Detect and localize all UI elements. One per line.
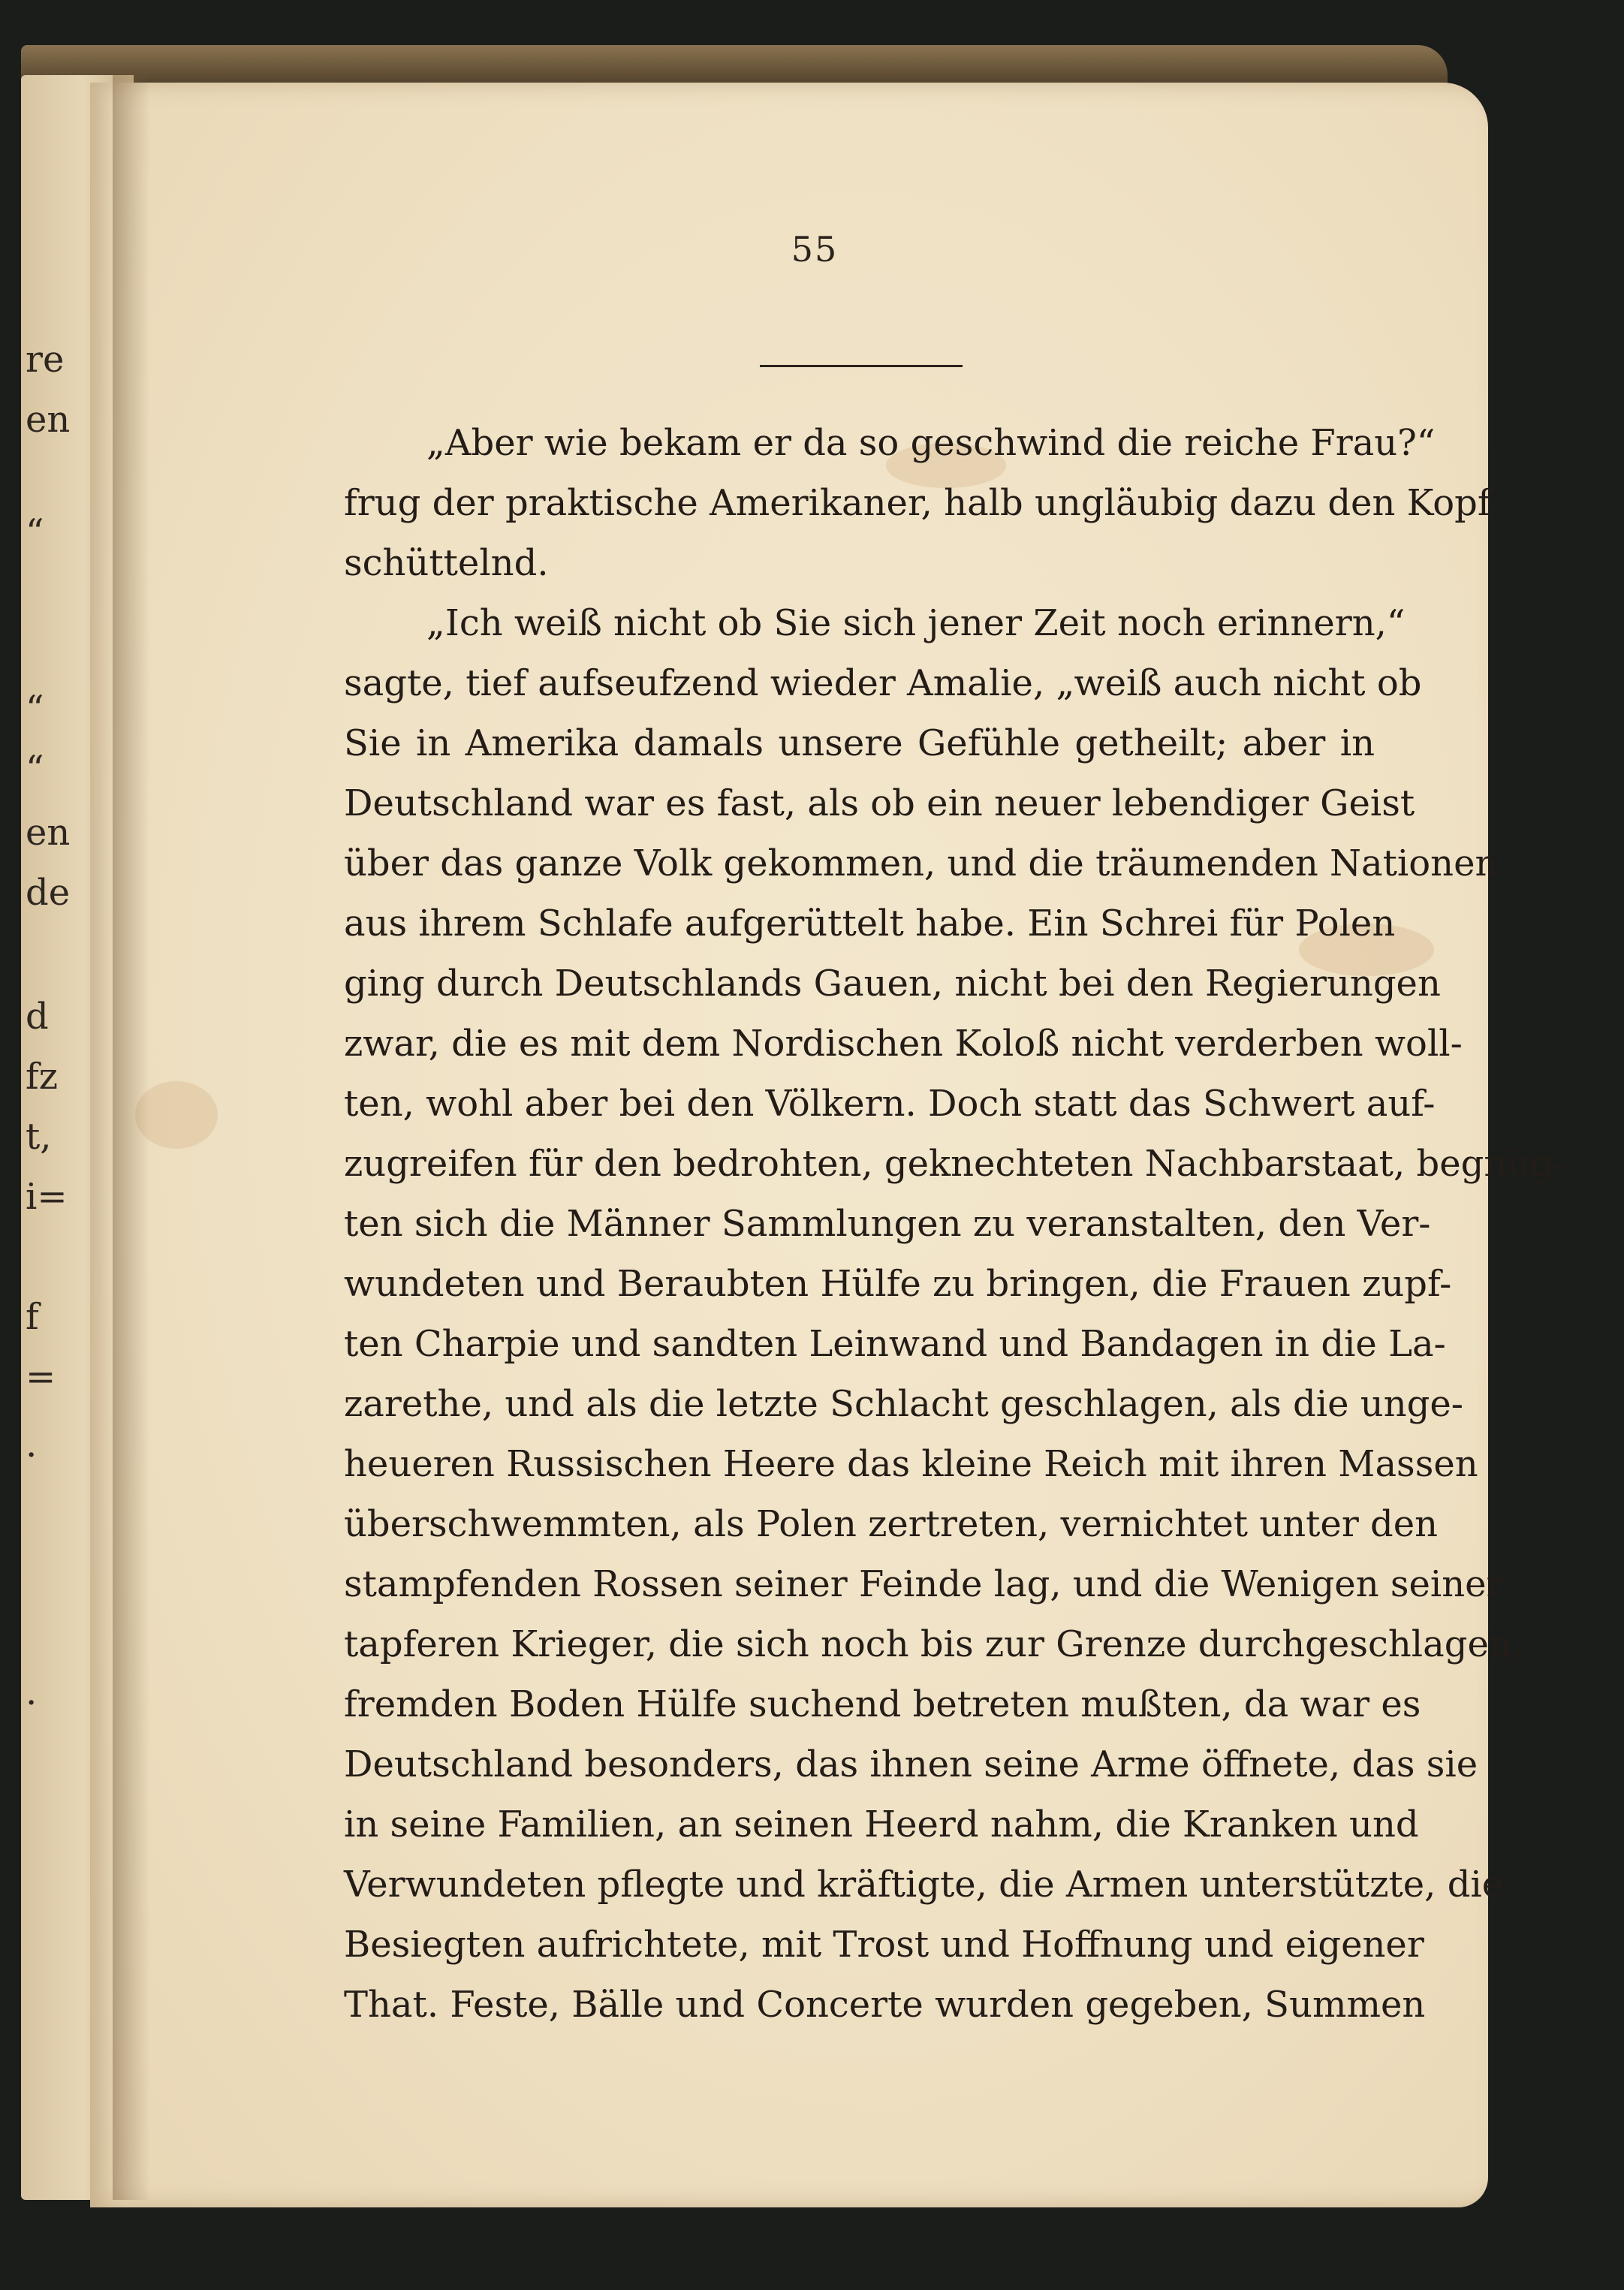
left-page-fragment: f	[26, 1296, 39, 1338]
left-page-fragment: en	[26, 399, 71, 441]
left-page-fragment: =	[26, 1356, 56, 1398]
left-page-fragment: .	[26, 1424, 38, 1466]
text-line: stampfenden Rossen seiner Feinde lag, und die Wenigen seiner	[344, 1563, 1504, 1605]
page-number: 55	[791, 229, 839, 270]
left-page-fragment: “	[26, 688, 44, 730]
page-gutter-shadow	[113, 75, 150, 2200]
text-line: frug der praktische Amerikaner, halb ungläubig dazu den Kopf	[344, 482, 1491, 524]
left-page-fragment: re	[26, 339, 65, 381]
text-line: ten Charpie und sandten Leinwand und Bandagen in die La-	[344, 1323, 1446, 1365]
text-line: Verwundeten pflegte und kräftigte, die Armen unterstützte, die	[344, 1864, 1504, 1906]
text-line: in seine Familien, an seinen Heerd nahm, die Kranken und	[344, 1803, 1419, 1846]
text-line: ging durch Deutschlands Gauen, nicht bei den Regierungen	[344, 963, 1441, 1005]
text-line: zwar, die es mit dem Nordischen Koloß nicht verderben woll-	[344, 1023, 1463, 1065]
text-line: fremden Boden Hülfe suchend betreten mußten, da war es	[344, 1683, 1421, 1725]
text-line: aus ihrem Schlafe aufgerüttelt habe. Ein Schrei für Polen	[344, 902, 1396, 945]
text-line: Sie in Amerika damals unsere Gefühle getheilt; aber in	[344, 722, 1375, 764]
text-line: Deutschland war es fast, als ob ein neuer lebendiger Geist	[344, 782, 1415, 824]
body-text	[344, 413, 1566, 2035]
left-page-fragment: en	[26, 812, 71, 854]
text-line: ten sich die Männer Sammlungen zu veranstalten, den Ver-	[344, 1203, 1431, 1245]
text-line: sagte, tief aufseufzend wieder Amalie, „weiß auch nicht ob	[344, 662, 1422, 704]
left-page-fragment: fz	[26, 1056, 59, 1098]
text-line: „Aber wie bekam er da so geschwind die reiche Frau?“	[426, 422, 1436, 464]
text-line: „Ich weiß nicht ob Sie sich jener Zeit noch erinnern,“	[426, 602, 1406, 644]
left-page-fragment: “	[26, 511, 44, 553]
left-page-fragment: de	[26, 872, 71, 914]
text-line: heueren Russischen Heere das kleine Reich mit ihren Massen	[344, 1443, 1478, 1485]
text-line: überschwemmten, als Polen zertreten, vernichtet unter den	[344, 1503, 1439, 1545]
text-line: über das ganze Volk gekommen, und die träumenden Nationen	[344, 842, 1499, 884]
text-line: Deutschland besonders, das ihnen seine Arme öffnete, das sie	[344, 1743, 1478, 1785]
book-page	[90, 83, 1566, 2207]
page-number-rule	[760, 365, 963, 367]
text-line: schüttelnd.	[344, 542, 549, 584]
text-line: zugreifen für den bedrohten, geknechteten Nachbarstaat, begnüg-	[344, 1143, 1566, 1185]
text-line: That. Feste, Bälle und Concerte wurden gegeben, Summen	[344, 1984, 1426, 2026]
left-page-fragment: t,	[26, 1116, 52, 1158]
left-page-fragment: d	[26, 996, 49, 1038]
left-page-fragment: i=	[26, 1176, 68, 1218]
left-page-fragment: “	[26, 748, 44, 790]
text-line: tapferen Krieger, die sich noch bis zur Grenze durchgeschlagen,	[344, 1623, 1524, 1665]
text-line: Besiegten aufrichtete, mit Trost und Hoffnung und eigener	[344, 1924, 1424, 1966]
left-page-fragment: .	[26, 1671, 38, 1713]
text-line: ten, wohl aber bei den Völkern. Doch statt das Schwert auf-	[344, 1083, 1436, 1125]
text-line: wundeten und Beraubten Hülfe zu bringen, die Frauen zupf-	[344, 1263, 1452, 1305]
text-line: zarethe, und als die letzte Schlacht geschlagen, als die unge-	[344, 1383, 1463, 1425]
